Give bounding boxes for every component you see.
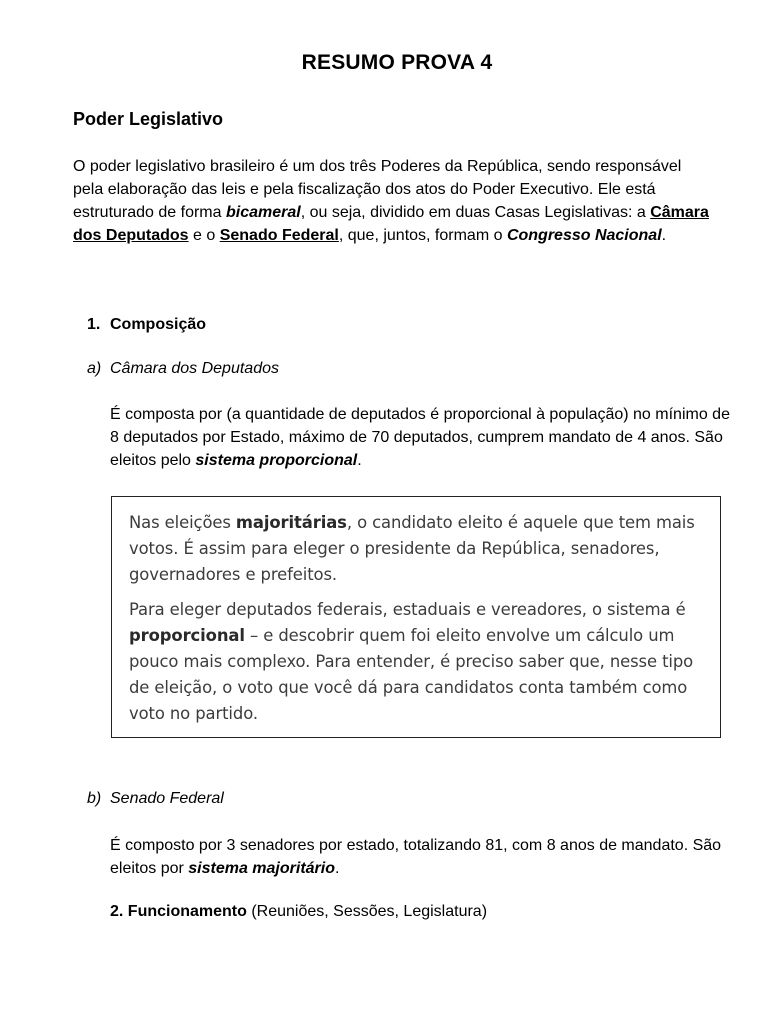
list-item-composicao bbox=[87, 316, 206, 334]
quote-text: Para eleger deputados federais, estaduais e vereadores, o sistema é bbox=[129, 600, 686, 619]
intro-paragraph bbox=[73, 155, 713, 247]
list-item-label: Senado Federal bbox=[110, 790, 224, 807]
list-item-camara bbox=[87, 360, 279, 378]
intro-senado-link: Senado Federal bbox=[219, 227, 339, 244]
senado-text-2: . bbox=[335, 860, 340, 877]
intro-emphasis-bicameral: bicameral bbox=[225, 204, 301, 221]
intro-text-1: O poder legislativo brasileiro é um dos três Poderes da República, sendo responsável pela elaboração das leis e pela fiscalização dos atos do Poder Executivo. Ele está estruturado de forma bbox=[73, 158, 682, 221]
intro-emphasis-congresso: Congresso Nacional bbox=[506, 227, 662, 244]
quote-bold-majoritarias: majoritárias bbox=[235, 513, 347, 532]
senado-text-1: É composto por 3 senadores por estado, totalizando 81, com 8 anos de mandato. São eleitos por bbox=[110, 837, 722, 877]
intro-text-5: . bbox=[661, 227, 667, 244]
quote-text: , o candidato eleito é aquele que tem mais votos. É assim para eleger o presidente da República, senadores, governadores e prefeitos. bbox=[129, 513, 695, 584]
camara-emphasis: sistema proporcional bbox=[195, 452, 358, 469]
camara-text-2: . bbox=[357, 452, 362, 469]
list-marker: a) bbox=[87, 360, 102, 377]
quote-bold-proporcional: proporcional bbox=[129, 626, 245, 645]
intro-camara-link: Câmara dos Deputados bbox=[73, 204, 709, 244]
section-heading: Poder Legislativo bbox=[73, 109, 224, 129]
funcionamento-label: 2. Funcionamento bbox=[110, 903, 247, 920]
quote-text: Nas eleições bbox=[129, 513, 236, 532]
list-item-senado bbox=[87, 790, 224, 808]
senado-emphasis: sistema majoritário bbox=[188, 860, 335, 877]
list-item-label: Composição bbox=[110, 316, 207, 333]
list-marker: 1. bbox=[87, 316, 101, 333]
quote-box bbox=[111, 496, 721, 738]
camara-paragraph bbox=[110, 403, 730, 472]
quote-paragraph-1 bbox=[129, 510, 704, 588]
intro-text-4: , que, juntos, formam o bbox=[338, 227, 507, 244]
intro-text-3: e o bbox=[188, 227, 220, 244]
senado-paragraph bbox=[110, 834, 730, 880]
camara-text-1: É composta por (a quantidade de deputados é proporcional à população) no mínimo de 8 deputados por Estado, máximo de 70 deputados, cumprem mandato de 4 anos. São eleitos pelo bbox=[110, 406, 730, 469]
list-item-funcionamento bbox=[110, 903, 487, 921]
list-item-label: Câmara dos Deputados bbox=[110, 360, 279, 377]
quote-text: – e descobrir quem foi eleito envolve um cálculo um pouco mais complexo. Para entender, é preciso saber que, nesse tipo de eleição, o voto que você dá para candidatos conta também como voto no partido. bbox=[129, 626, 694, 723]
intro-text-2: , ou seja, dividido em duas Casas Legislativas: a bbox=[300, 204, 651, 221]
quote-paragraph-2 bbox=[129, 597, 704, 727]
funcionamento-detail: (Reuniões, Sessões, Legislatura) bbox=[246, 903, 488, 920]
list-marker: b) bbox=[87, 790, 102, 807]
page-title: RESUMO PROVA 4 bbox=[301, 51, 493, 74]
